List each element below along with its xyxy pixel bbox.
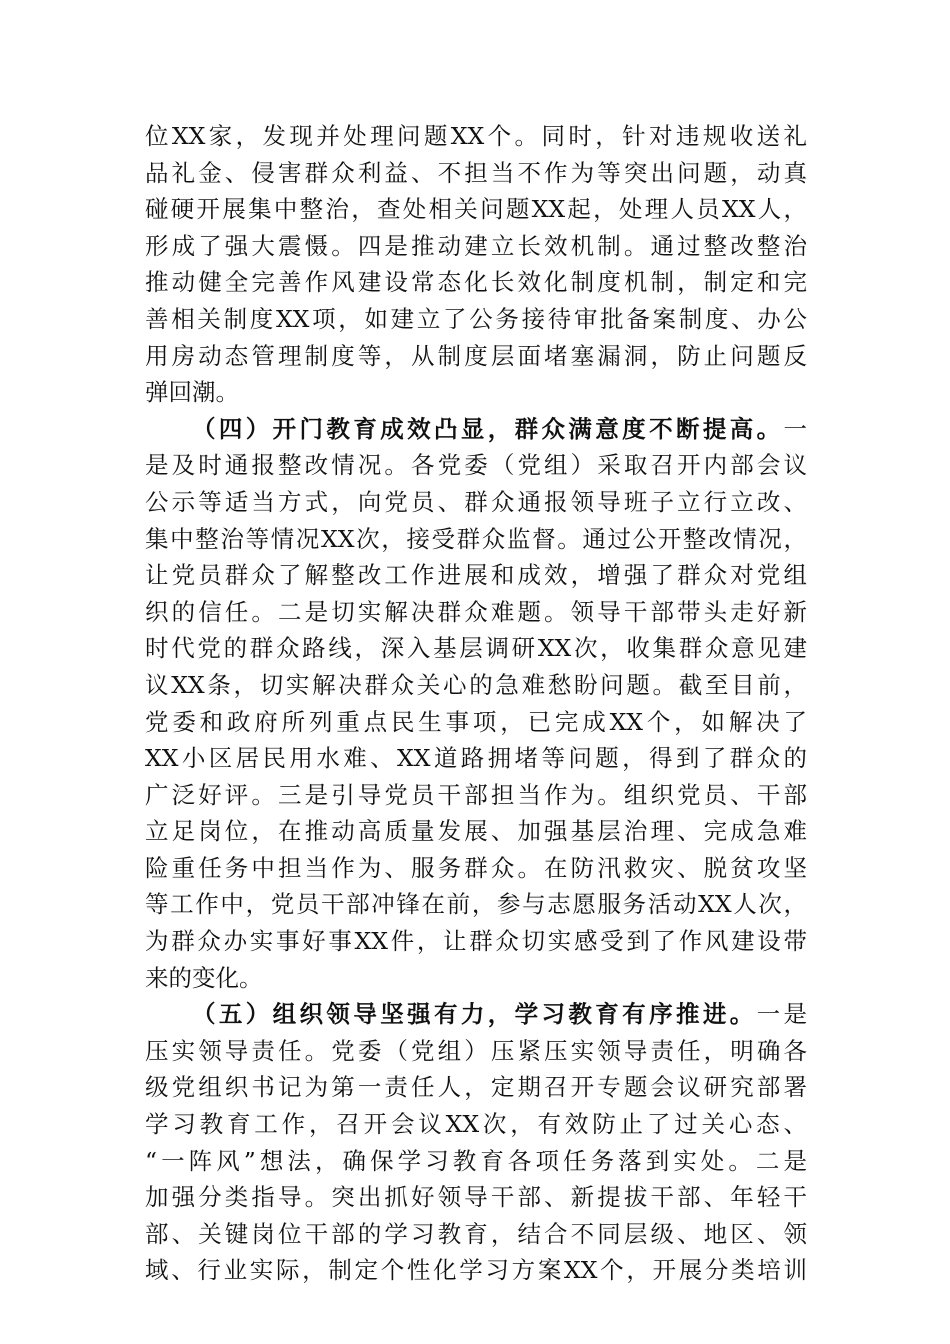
- line-text: 形成了强大震慑。四是推动建立长效机制。通过整改整治: [145, 231, 807, 260]
- section-heading: （五）组织领导坚强有力，学习教育有序推进。: [192, 1000, 757, 1029]
- line-text: 为群众办实事好事XX件，让群众切实感受到了作风建设带: [145, 927, 807, 956]
- text-line: [145, 850, 807, 887]
- text-line: [145, 155, 807, 192]
- line-text: 善相关制度XX项，如建立了公务接待审批备案制度、办公: [145, 304, 807, 333]
- line-text: 推动健全完善作风建设常态化长效化制度机制，制定和完: [145, 268, 807, 297]
- text-line: [145, 1069, 807, 1106]
- text-line: [145, 484, 807, 521]
- text-line: [145, 886, 807, 923]
- text-line: [145, 813, 807, 850]
- text-line: [145, 1252, 807, 1289]
- text-line: [145, 1216, 807, 1253]
- line-text: 用房动态管理制度等，从制度层面堵塞漏洞，防止问题反: [145, 341, 807, 370]
- line-text: 一: [783, 414, 807, 443]
- line-text: 让党员群众了解整改工作进展和成效，增强了群众对党组: [145, 561, 807, 590]
- line-text: “一阵风”想法，确保学习教育各项任务落到实处。二是: [145, 1146, 807, 1175]
- text-line: [145, 923, 807, 960]
- line-text: 险重任务中担当作为、服务群众。在防汛救灾、脱贫攻坚: [145, 853, 807, 882]
- text-line: [145, 228, 807, 265]
- text-line: [145, 1106, 807, 1143]
- text-line: [145, 667, 807, 704]
- section-heading: （四）开门教育成效凸显，群众满意度不断提高。: [192, 414, 784, 443]
- text-line: [145, 374, 807, 411]
- line-text: 立足岗位，在推动高质量发展、加强基层治理、完成急难: [145, 817, 807, 846]
- text-line: [145, 594, 807, 631]
- line-text: 部、关键岗位干部的学习教育，结合不同层级、地区、领: [145, 1219, 807, 1248]
- line-text: 加强分类指导。突出抓好领导干部、新提拔干部、年轻干: [145, 1183, 807, 1212]
- line-text: 级党组织书记为第一责任人，定期召开专题会议研究部署: [145, 1073, 807, 1102]
- text-line: [145, 740, 807, 777]
- text-line: [145, 630, 807, 667]
- text-line: [145, 411, 807, 448]
- text-line: [145, 777, 807, 814]
- line-text: 弹回潮。: [145, 378, 239, 407]
- line-text: 一是: [756, 1000, 807, 1029]
- line-text: 等工作中，党员干部冲锋在前，参与志愿服务活动XX人次，: [145, 890, 807, 919]
- line-text: 时代党的群众路线，深入基层调研XX次，收集群众意见建: [145, 634, 807, 663]
- text-line: [145, 447, 807, 484]
- text-line: [145, 557, 807, 594]
- line-text: 碰硬开展集中整治，查处相关问题XX起，处理人员XX人，: [145, 195, 807, 224]
- text-line: [145, 960, 807, 997]
- text-line: [145, 1143, 807, 1180]
- line-text: 位XX家，发现并处理问题XX个。同时，针对违规收送礼: [145, 122, 807, 150]
- text-line: [145, 996, 807, 1033]
- document-body: [145, 118, 807, 1289]
- line-text: 议XX条，切实解决群众关心的急难愁盼问题。截至目前，: [145, 670, 807, 699]
- text-line: [145, 1033, 807, 1070]
- line-text: 是及时通报整改情况。各党委（党组）采取召开内部会议: [145, 451, 807, 480]
- line-text: XX小区居民用水难、XX道路拥堵等问题，得到了群众的: [145, 744, 807, 773]
- text-line: [145, 521, 807, 558]
- line-text: 压实领导责任。党委（党组）压紧压实领导责任，明确各: [145, 1036, 807, 1065]
- text-line: [145, 191, 807, 228]
- text-line: [145, 338, 807, 375]
- line-text: 学习教育工作，召开会议XX次，有效防止了过关心态、: [145, 1110, 807, 1139]
- text-line: [145, 118, 807, 155]
- line-text: 织的信任。二是切实解决群众难题。领导干部带头走好新: [145, 597, 807, 626]
- line-text: 来的变化。: [145, 963, 263, 992]
- text-line: [145, 264, 807, 301]
- line-text: 集中整治等情况XX次，接受群众监督。通过公开整改情况，: [145, 524, 807, 553]
- text-line: [145, 301, 807, 338]
- line-text: 党委和政府所列重点民生事项，已完成XX个，如解决了: [145, 707, 807, 736]
- text-line: [145, 704, 807, 741]
- line-text: 广泛好评。三是引导党员干部担当作为。组织党员、干部: [145, 780, 807, 809]
- line-text: 域、行业实际，制定个性化学习方案XX个，开展分类培训: [145, 1256, 807, 1285]
- line-text: 公示等适当方式，向党员、群众通报领导班子立行立改、: [145, 487, 807, 516]
- line-text: 品礼金、侵害群众利益、不担当不作为等突出问题，动真: [145, 158, 807, 187]
- text-line: [145, 1179, 807, 1216]
